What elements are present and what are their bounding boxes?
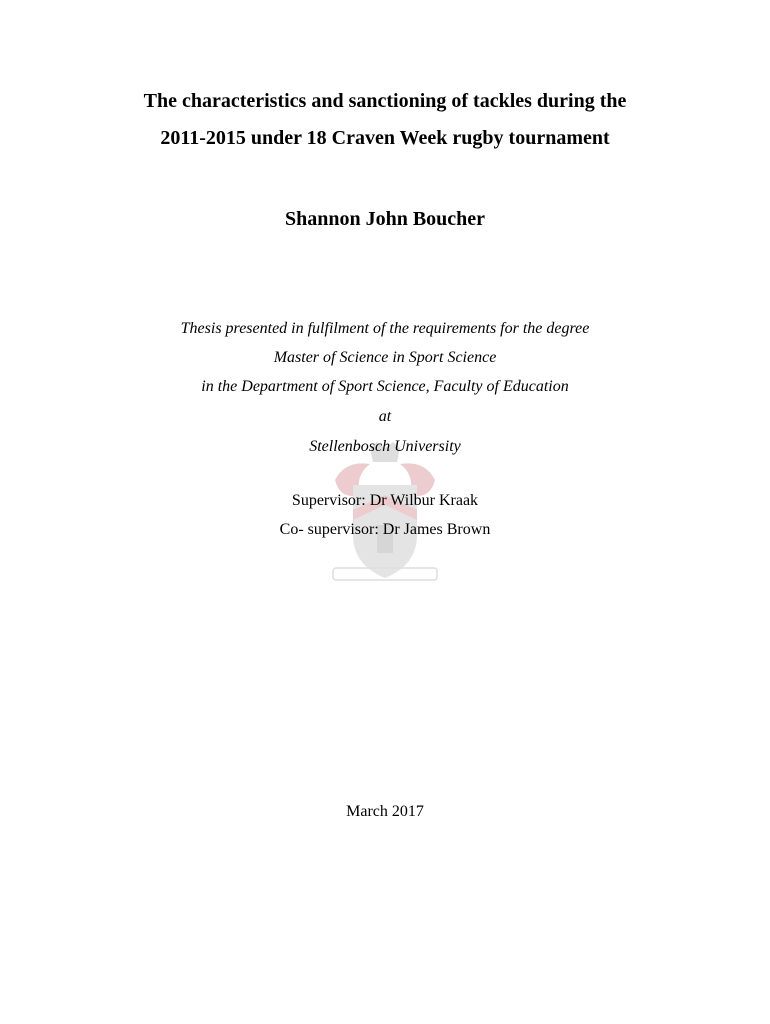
thesis-title-line-2: 2011-2015 under 18 Craven Week rugby tournament [160,127,610,149]
supervisor: Supervisor: Dr Wilbur Kraak [291,492,479,509]
statement-line-2: Master of Science in Sport Science [273,349,497,366]
university-name: Stellenbosch University [309,438,461,455]
statement-line-4: at [378,408,392,425]
university-crest-icon [325,440,445,590]
statement-line-1: Thesis presented in fulfilment of the requirements for the degree [180,320,590,337]
co-supervisor: Co- supervisor: Dr James Brown [279,521,491,538]
statement-line-3: in the Department of Sport Science, Faculty of Education [201,378,569,395]
submission-date: March 2017 [346,803,424,820]
thesis-title-line-1: The characteristics and sanctioning of tackles during the [143,90,627,112]
author-name: Shannon John Boucher [284,208,486,230]
